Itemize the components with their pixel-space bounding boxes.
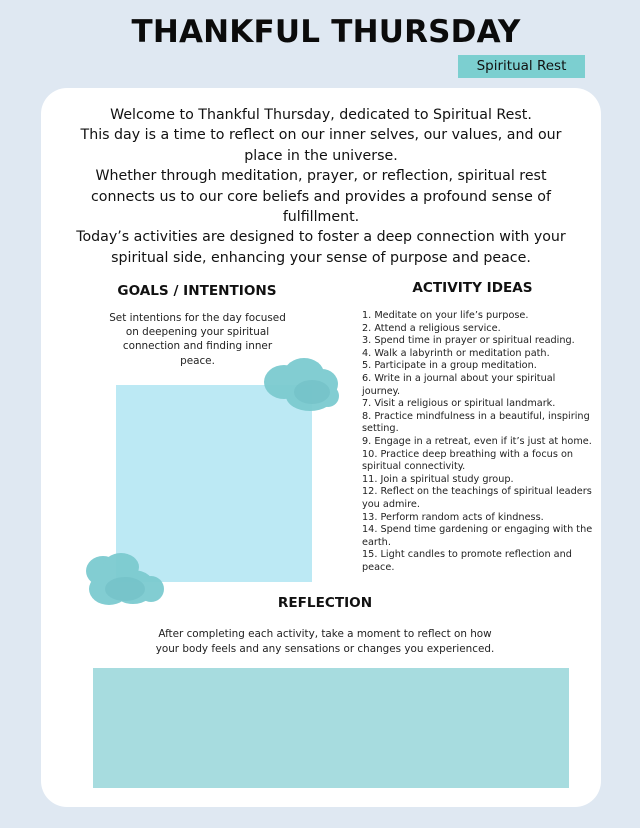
activity-item: 3. Spend time in prayer or spiritual reading.	[362, 335, 575, 347]
intro-line: Whether through meditation, prayer, or reflection, spiritual rest	[95, 168, 547, 185]
goals-description-line: on deepening your spiritual	[125, 326, 270, 339]
activity-item: 7. Visit a religious or spiritual landmark.	[362, 398, 556, 410]
activity-item: 9. Engage in a retreat, even if it’s just at home.	[362, 435, 592, 447]
page-title: THANKFUL THURSDAY	[131, 14, 521, 50]
activity-ideas-heading: ACTIVITY IDEAS	[412, 280, 533, 296]
activity-item: 2. Attend a religious service.	[362, 322, 501, 334]
activity-item: 14. Spend time gardening or engaging with the earth.	[362, 524, 593, 548]
intro-line: spiritual side, enhancing your sense of purpose and peace.	[111, 249, 531, 266]
cloud-icon	[262, 356, 340, 414]
activity-item: 1. Meditate on your life’s purpose.	[362, 310, 529, 321]
intro-text	[56, 105, 586, 268]
activity-item: 12. Reflect on the teachings of spiritual leaders you admire.	[362, 486, 592, 510]
intro-line: This day is a time to reflect on our inner selves, our values, and our	[80, 127, 562, 144]
activity-item: 5. Participate in a group meditation.	[362, 360, 537, 372]
activity-item: 13. Perform random acts of kindness.	[362, 511, 544, 523]
theme-badge: Spiritual Rest	[458, 55, 585, 78]
intro-line: connects us to our core beliefs and provides a profound sense of	[91, 188, 551, 205]
goals-description-line: peace.	[180, 354, 215, 367]
intro-line: Today’s activities are designed to foster a deep connection with your	[76, 229, 566, 246]
reflection-description-line: After completing each activity, take a moment to reflect on how	[158, 628, 492, 640]
reflection-writing-area[interactable]	[93, 668, 569, 788]
goals-heading: GOALS / INTENTIONS	[117, 283, 277, 299]
reflection-description-line: your body feels and any sensations or changes you experienced.	[155, 642, 495, 655]
reflection-description	[120, 627, 530, 656]
activity-item: 4. Walk a labyrinth or meditation path.	[362, 347, 550, 359]
intro-line: fulfillment.	[282, 209, 360, 226]
cloud-icon	[85, 549, 165, 609]
activity-item: 11. Join a spiritual study group.	[362, 473, 514, 485]
activity-item: 15. Light candles to promote reflection and peace.	[362, 549, 572, 573]
goals-description-line: Set intentions for the day focused	[109, 312, 286, 324]
goals-description-line: connection and finding inner	[122, 340, 273, 353]
intro-line: Welcome to Thankful Thursday, dedicated to Spiritual Rest.	[110, 107, 532, 123]
activity-item: 10. Practice deep breathing with a focus on spiritual connectivity.	[362, 448, 574, 473]
activity-item: 6. Write in a journal about your spiritual journey.	[362, 372, 556, 397]
reflection-heading: REFLECTION	[277, 595, 373, 611]
intro-line: place in the universe.	[244, 147, 398, 164]
activity-ideas-list	[362, 310, 594, 574]
activity-item: 8. Practice mindfulness in a beautiful, inspiring setting.	[362, 410, 590, 435]
